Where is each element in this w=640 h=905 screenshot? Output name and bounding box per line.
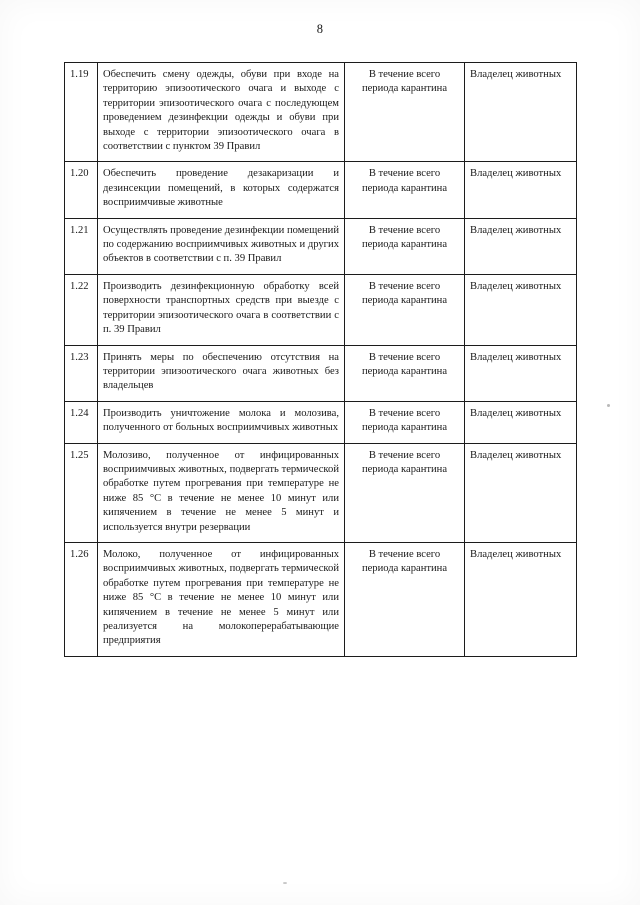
row-period-lines bbox=[350, 167, 459, 196]
measures-table bbox=[64, 62, 577, 657]
row-number: 1.24 bbox=[65, 401, 98, 443]
row-period-line-1: В течение всего bbox=[368, 548, 441, 560]
row-period-lines bbox=[350, 449, 459, 478]
row-period bbox=[345, 274, 465, 345]
measures-table-body bbox=[65, 63, 577, 657]
row-period-line-1: В течение всего bbox=[368, 351, 441, 363]
row-measure-text: Производить уничтожение молока и молозива, полученного от больных восприимчивых животных bbox=[98, 401, 345, 443]
row-responsible: Владелец животных bbox=[465, 63, 577, 162]
row-period-line-2: периода карантина bbox=[361, 422, 448, 434]
row-period bbox=[345, 542, 465, 656]
row-measure-text: Обеспечить проведение дезакаризации и дезинсекции помещений, в которых содержатся восприимчивые животные bbox=[98, 162, 345, 218]
row-responsible: Владелец животных bbox=[465, 274, 577, 345]
row-period bbox=[345, 345, 465, 401]
scan-speck bbox=[607, 404, 610, 407]
row-number: 1.21 bbox=[65, 218, 98, 274]
table-row bbox=[65, 162, 577, 218]
row-period-lines bbox=[350, 68, 459, 97]
row-period-line-1: В течение всего bbox=[368, 168, 441, 180]
row-period-line-2: периода карантина bbox=[361, 295, 448, 307]
row-period-lines bbox=[350, 280, 459, 309]
row-period-line-2: периода карантина bbox=[361, 463, 448, 475]
row-period-line-2: периода карантина bbox=[361, 83, 448, 95]
row-measure-text: Обеспечить смену одежды, обуви при входе на территорию эпизоотического очага и выходе с территории эпизоотического очага с последующем проведением дезинфекции одежды и обуви при выходе с территории эпизоотического очага в соответствии с пунктом 39 Правил bbox=[98, 63, 345, 162]
row-responsible: Владелец животных bbox=[465, 162, 577, 218]
page-number: 8 bbox=[316, 22, 324, 36]
row-measure-text: Осуществлять проведение дезинфекции помещений по содержанию восприимчивых животных и других объектов в соответствии с п. 39 Правил bbox=[98, 218, 345, 274]
row-period-lines bbox=[350, 407, 459, 436]
row-period-lines bbox=[350, 224, 459, 253]
row-responsible: Владелец животных bbox=[465, 218, 577, 274]
table-row bbox=[65, 218, 577, 274]
row-period-lines bbox=[350, 548, 459, 577]
row-period-line-2: периода карантина bbox=[361, 365, 448, 377]
row-responsible: Владелец животных bbox=[465, 443, 577, 542]
row-period bbox=[345, 218, 465, 274]
row-period bbox=[345, 401, 465, 443]
row-number: 1.26 bbox=[65, 542, 98, 656]
row-measure-text: Принять меры по обеспечению отсутствия на территории эпизоотического очага животных без владельцев bbox=[98, 345, 345, 401]
row-period-lines bbox=[350, 351, 459, 380]
row-number: 1.22 bbox=[65, 274, 98, 345]
row-measure-text: Производить дезинфекционную обработку всей поверхности транспортных средств при выезде с территории эпизоотического очага в соответствии с п. 39 Правил bbox=[98, 274, 345, 345]
row-measure-text: Молозиво, полученное от инфицированных восприимчивых животных, подвергать термической обработке путем прогревания при температуре не ниже 85 °С в течение не менее 10 минут или кипячением в течение не менее 5 минут и используется внутри резервации bbox=[98, 443, 345, 542]
scan-speck bbox=[283, 882, 287, 884]
row-period-line-1: В течение всего bbox=[368, 69, 441, 80]
row-number: 1.25 bbox=[65, 443, 98, 542]
row-responsible: Владелец животных bbox=[465, 345, 577, 401]
row-responsible: Владелец животных bbox=[465, 401, 577, 443]
row-number: 1.23 bbox=[65, 345, 98, 401]
row-period-line-1: В течение всего bbox=[368, 449, 441, 461]
row-number: 1.20 bbox=[65, 162, 98, 218]
table-row bbox=[65, 542, 577, 656]
row-period-line-1: В течение всего bbox=[368, 407, 441, 419]
table-row bbox=[65, 63, 577, 162]
row-responsible: Владелец животных bbox=[465, 542, 577, 656]
row-period bbox=[345, 63, 465, 162]
table-row bbox=[65, 274, 577, 345]
row-period-line-2: периода карантина bbox=[361, 563, 448, 575]
table-row bbox=[65, 345, 577, 401]
row-measure-text: Молоко, полученное от инфицированных восприимчивых животных, подвергать термической обработке путем прогревания при температуре не ниже 85 °С в течение не менее 10 минут или кипячением в течение не менее 5 минут или реализуется на молокоперерабатывающие предприятия bbox=[98, 542, 345, 656]
row-period bbox=[345, 162, 465, 218]
row-period-line-2: периода карантина bbox=[361, 182, 448, 194]
row-period bbox=[345, 443, 465, 542]
table-row bbox=[65, 443, 577, 542]
row-number: 1.19 bbox=[65, 63, 98, 162]
row-period-line-2: периода карантина bbox=[361, 239, 448, 251]
row-period-line-1: В течение всего bbox=[368, 280, 441, 292]
measures-table-wrapper bbox=[64, 62, 576, 657]
row-period-line-1: В течение всего bbox=[368, 224, 441, 236]
table-row bbox=[65, 401, 577, 443]
